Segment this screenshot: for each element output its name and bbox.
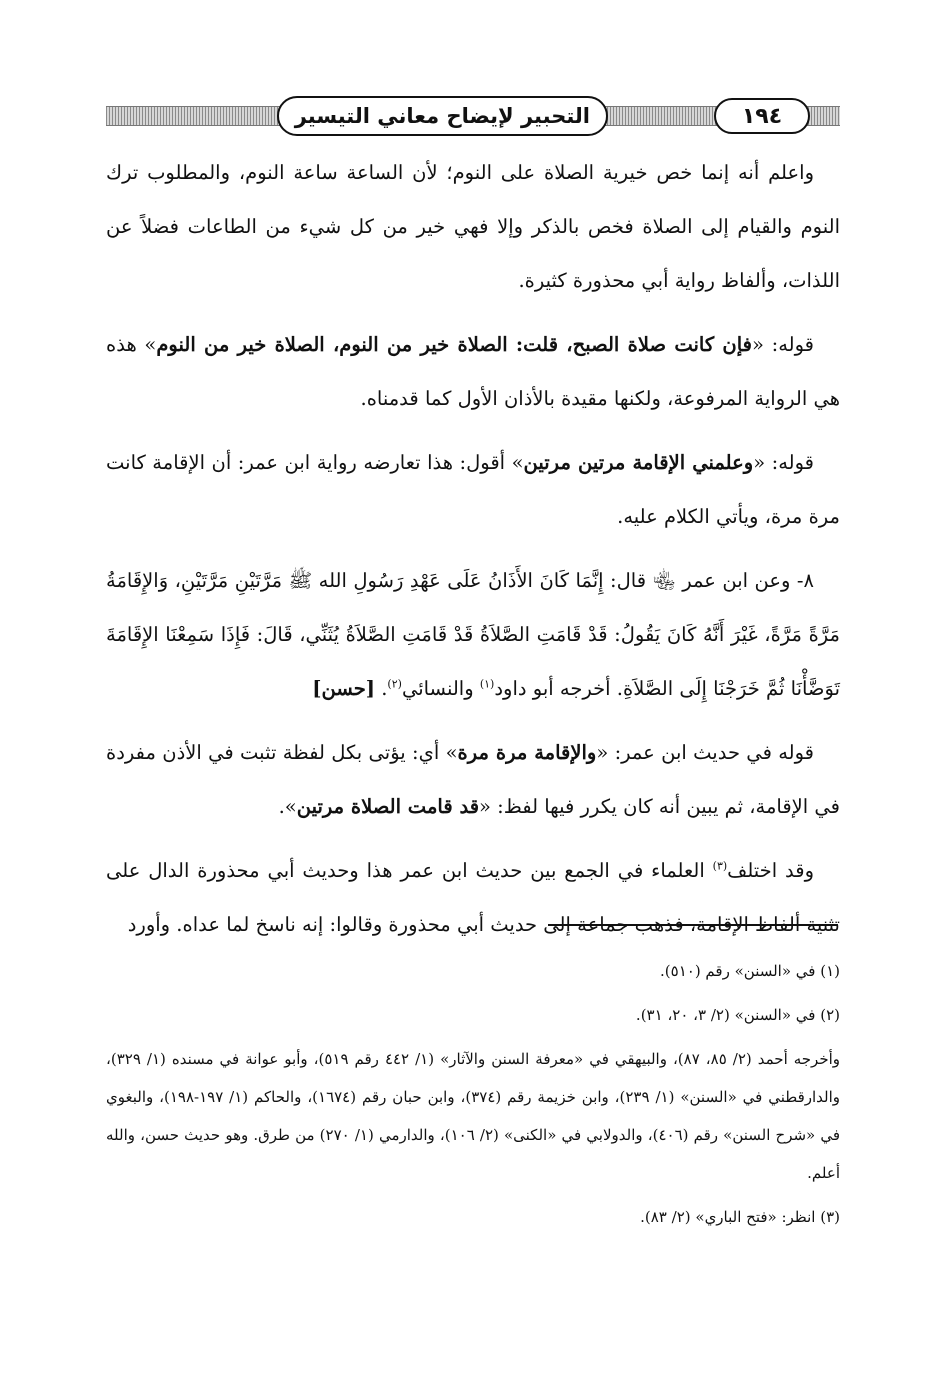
paragraph-2: [106, 318, 840, 426]
footnote-ref-3: (٣): [712, 859, 728, 873]
footnote-2-continuation: وأخرجه أحمد (٢/ ٨٥، ٨٧)، والبيهقي في «معرفة السنن والآثار» (١/ ٤٤٢ رقم ٥١٩)، وأبو عوانة في مسنده (١/ ٣٢٩)، والدارقطني في «السنن» (١/ ٢٣٩)، وابن خزيمة رقم (٣٧٤)، وابن حبان رقم (١٦٧٤)، والحاكم (١/ ١٩٧-١٩٨)، والبغوي في «شرح السنن» رقم (٤٠٦)، والدولابي في «الكنى» (٢/ ١٠٦)، والدارمي (١/ ٢٧٠) من طرق. وهو حديث حسن، والله أعلم.: [106, 1050, 841, 1182]
hadith-8: [106, 554, 840, 716]
page-number: ١٩٤: [714, 98, 810, 134]
quote-open: قوله: «: [753, 451, 814, 474]
hadith-text: ٨- وعن ابن عمر ﵄ قال: إِنَّمَا كَانَ الأَذَانُ عَلَى عَهْدِ رَسُولِ الله ﷺ مَرَّتَيْنِ مَرَّتَيْنِ، وَالإِقَامَةُ مَرَّةً مَرَّةً، غَيْرَ أَنَّهُ كَانَ يَقُولُ: قَدْ قَامَتِ الصَّلاَةُ قَدْ قَامَتِ الصَّلاَةُ يُثَنِّي، قَالَ: فَإِذَا سَمِعْنَا الإِقَامَةَ تَوَضَّأْنَا ثُمَّ خَرَجْنَا إِلَى الصَّلاَةِ. أخرجه أبو داود: [106, 569, 840, 700]
commentary-text: قوله في حديث ابن عمر: «: [596, 741, 814, 764]
footnote-2: (٢) في «السنن» (٢/ ٣، ٢٠، ٣١).: [635, 1006, 840, 1024]
quoted-hadith-text: والإقامة مرة مرة: [457, 741, 597, 764]
footnote-1: (١) في «السنن» رقم (٥١٠).: [660, 962, 840, 980]
main-text: [106, 146, 840, 962]
quote-close: ».: [278, 795, 297, 818]
footnote-separator: [548, 924, 838, 926]
footnote-ref-1: (١): [479, 677, 495, 691]
paragraph-1: واعلم أنه إنما خص خيرية الصلاة على النوم؛ لأن الساعة ساعة النوم، والمطلوب ترك النوم والقيام إلى الصلاة فخص بالذكر وإلا فهي خير من كل شيء من الطاعات فضلاً عن اللذات، وألفاظ رواية أبي محذورة كثيرة.: [106, 161, 840, 292]
quoted-hadith-text: فإن كانت صلاة الصبح، قلت: الصلاة خير من النوم، الصلاة خير من النوم: [156, 333, 752, 356]
paragraph-6: [106, 844, 840, 952]
commentary-text: » هذه هي الرواية المرفوعة، ولكنها مقيدة بالأذان الأول كما قدمناه.: [106, 333, 840, 410]
punctuation: .: [375, 677, 388, 700]
quoted-hadith-text: وعلمني الإقامة مرتين مرتين: [523, 451, 754, 474]
running-header: [106, 96, 840, 138]
commentary-text: » أقول: هذا تعارضه رواية ابن عمر: أن الإقامة كانت مرة مرة، ويأتي الكلام عليه.: [106, 451, 840, 528]
footnote-3: (٣) انظر: «فتح الباري» (٢/ ٨٣).: [640, 1208, 840, 1226]
hadith-source: والنسائي: [401, 677, 480, 700]
commentary-text: وقد اختلف: [727, 859, 814, 882]
quote-open: قوله: «: [752, 333, 814, 356]
paragraph-3: [106, 436, 840, 544]
commentary-text: العلماء في الجمع بين حديث ابن عمر هذا وحديث أبي محذورة الدال على تثنية ألفاظ الإقامة، فذهب جماعة إلى حديث أبي محذورة وقالوا: إنه ناسخ لما عداه. وأورد: [106, 859, 840, 936]
hadith-grade: [حسن]: [312, 677, 376, 700]
book-title: التحبير لإيضاح معاني التيسير: [277, 96, 608, 136]
quoted-phrase: قد قامت الصلاة مرتين: [296, 795, 480, 818]
paragraph-5: [106, 726, 840, 834]
footnotes: [106, 952, 840, 1242]
footnote-ref-2: (٢): [387, 677, 402, 691]
commentary-text: » أي: يؤتى بكل لفظة تثبت في الأذن مفردة في الإقامة، ثم يبين أنه كان يكرر فيها لفظ: «: [106, 741, 840, 818]
